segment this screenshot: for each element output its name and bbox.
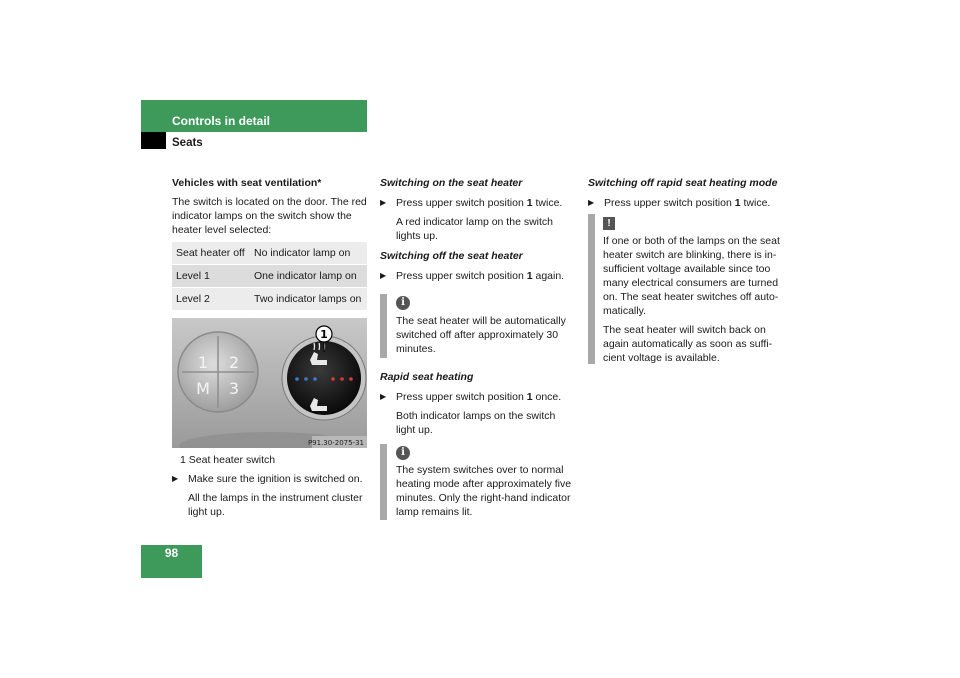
step-num: 1 xyxy=(526,197,533,209)
column-1-steps xyxy=(172,472,370,519)
photo-legend xyxy=(180,453,370,467)
step-num: 1 xyxy=(526,391,533,403)
warning-text: If one or both of the lamps on the seat heater switch are blinking, there is in-sufficient voltage available since too many electrical consumers are turned on. The seat heater switches off auto-matically. xyxy=(603,235,780,317)
step-ignition-result: All the lamps in the instrument cluster light up. xyxy=(188,492,363,518)
info-icon: i xyxy=(396,296,410,310)
table-row xyxy=(172,242,367,265)
warning-text: The seat heater will switch back on again automatically as soon as suffi-cient voltage is available. xyxy=(603,324,773,364)
step-text: Press upper switch position xyxy=(396,391,527,403)
photo-code: P91.30-2075-31 xyxy=(307,439,364,447)
keypad-label: M xyxy=(196,379,210,398)
info-bar xyxy=(380,294,387,358)
info-note-1 xyxy=(396,314,576,356)
keypad-label: 3 xyxy=(228,379,240,398)
column-1-lower xyxy=(180,453,370,472)
heading-switch-off: Switching off the seat heater xyxy=(380,250,523,262)
step-rapid-result: Both indicator lamps on the switch light up. xyxy=(396,410,556,436)
page-number: 98 xyxy=(164,546,179,560)
table-cell: No indicator lamp on xyxy=(250,242,367,265)
warning-note xyxy=(603,234,785,365)
table-row xyxy=(172,288,367,311)
table-cell: Level 1 xyxy=(172,265,250,288)
table-cell: One indicator lamp on xyxy=(250,265,367,288)
step-text: twice. xyxy=(532,197,563,209)
step-switch-on xyxy=(380,196,575,210)
seat-heater-switch-photo xyxy=(172,318,367,448)
heater-level-table xyxy=(172,242,367,311)
col1-heading: Vehicles with seat ventilation* xyxy=(172,177,322,189)
step-num: 1 xyxy=(526,270,533,282)
step-rapid-off xyxy=(588,196,788,210)
column-2-rapid xyxy=(380,370,575,437)
column-2 xyxy=(380,176,575,283)
info-icon: i xyxy=(396,446,410,460)
info-text: The system switches over to normal heating mode after approximately five minutes. Only the right-hand indicator lamp remains lit. xyxy=(396,464,572,518)
step-text: Press upper switch position xyxy=(396,270,527,282)
col1-intro: The switch is located on the door. The red indicator lamps on the switch show the heater level selected: xyxy=(172,196,367,236)
warning-bar xyxy=(588,214,595,364)
step-text: Press upper switch position xyxy=(604,197,735,209)
step-text: once. xyxy=(532,391,562,403)
heading-switch-on: Switching on the seat heater xyxy=(380,177,523,189)
chapter-title: Controls in detail xyxy=(172,114,271,128)
step-ignition: ▶ Make sure the ignition is switched on. xyxy=(172,472,370,486)
heading-rapid-off: Switching off rapid seat heating mode xyxy=(588,177,778,189)
table-cell: Seat heater off xyxy=(172,242,250,265)
header-marker xyxy=(141,132,166,149)
step-switch-off xyxy=(380,269,575,283)
legend-number: 1 xyxy=(180,454,186,466)
column-3 xyxy=(588,176,788,210)
info-text: The seat heater will be automatically switched off after approximately 30 minutes. xyxy=(396,315,566,355)
step-text: twice. xyxy=(740,197,771,209)
callout-number: 1 xyxy=(320,328,328,341)
info-bar xyxy=(380,444,387,520)
memory-keypad xyxy=(178,332,258,412)
step-text: Press upper switch position xyxy=(396,197,527,209)
section-title: Seats xyxy=(172,137,203,149)
step-switch-on-result: A red indicator lamp on the switch lights up. xyxy=(396,216,553,242)
table-row xyxy=(172,265,367,288)
column-1 xyxy=(172,176,370,237)
info-note-2 xyxy=(396,463,578,519)
heading-rapid: Rapid seat heating xyxy=(380,371,474,383)
step-rapid xyxy=(380,390,575,404)
step-num: 1 xyxy=(734,197,741,209)
table-cell: Two indicator lamps on xyxy=(250,288,367,311)
legend-text: Seat heater switch xyxy=(188,454,276,466)
keypad-label: 2 xyxy=(228,353,240,372)
keypad-label: 1 xyxy=(197,353,209,372)
warning-icon: ! xyxy=(603,217,615,230)
table-cell: Level 2 xyxy=(172,288,250,311)
step-text: again. xyxy=(532,270,565,282)
